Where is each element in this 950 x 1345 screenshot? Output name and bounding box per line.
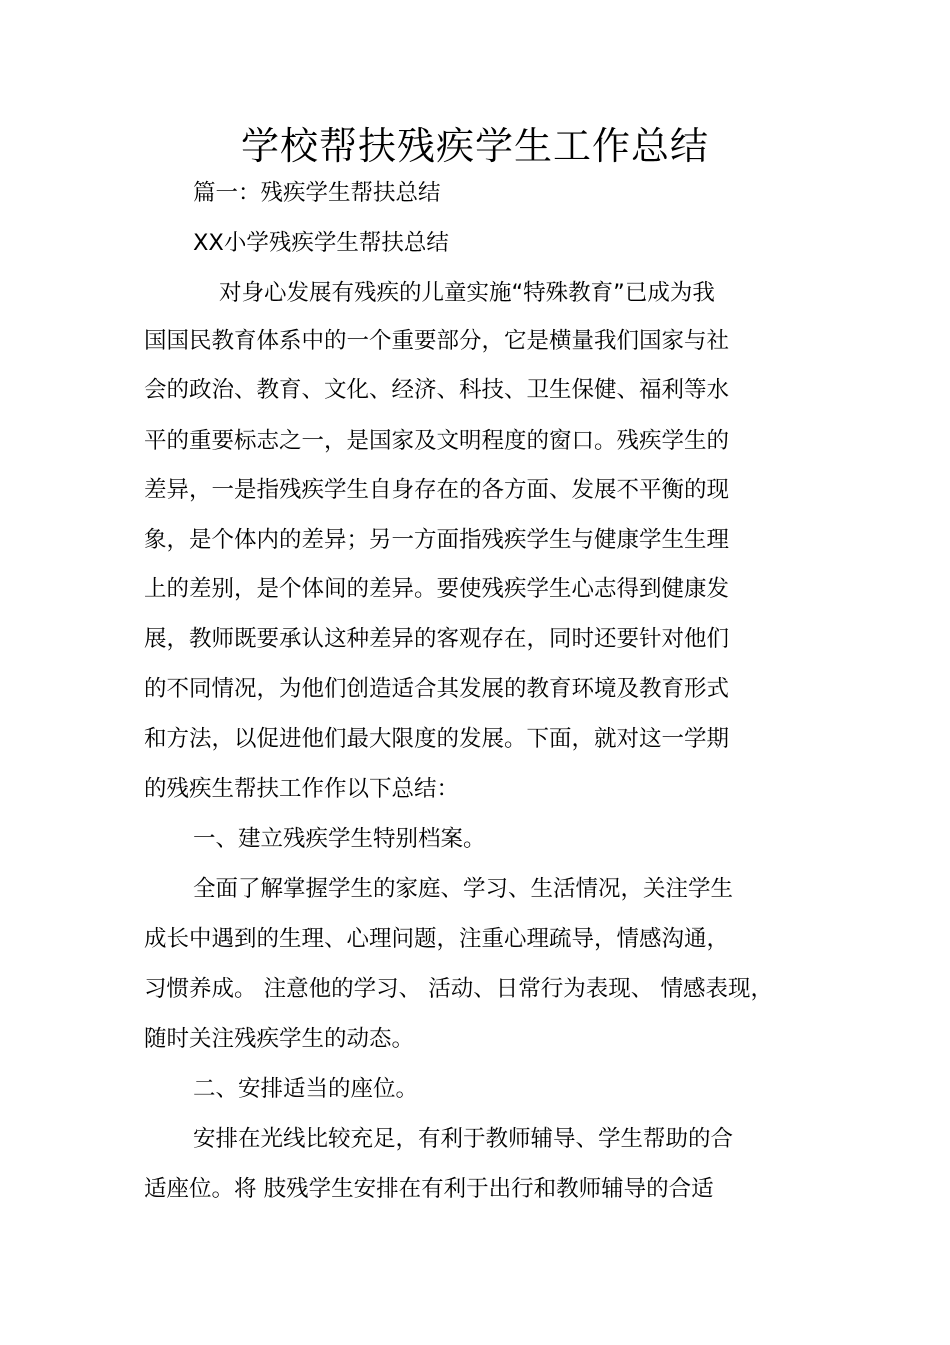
paragraph-line: 上的差别，是个体间的差异。要使残疾学生心志得到健康发 [144,576,730,602]
paragraph-line: 的不同情况，为他们创造适合其发展的教育环境及教育形式 [144,676,730,702]
section-heading-2: 二、安排适当的座位。 [193,1076,419,1102]
paragraph-line: 对身心发展有残疾的儿童实施“特殊教育”已成为我 [219,280,715,306]
school-heading: XX小学残疾学生帮扶总结 [193,230,449,256]
paragraph-line: 会的政治、教育、文化、经济、科技、卫生保健、福利等水 [144,377,730,403]
paragraph-line: 平的重要标志之一，是国家及文明程度的窗口。残疾学生的 [144,428,730,454]
paragraph-line: 成长中遇到的生理、心理问题，注重心理疏导，情感沟通， [144,926,730,952]
paragraph-line: 差异，一是指残疾学生自身存在的各方面、发展不平衡的现 [144,477,730,503]
paragraph-line: 全面了解掌握学生的家庭、学习、生活情况，关注学生 [193,876,734,902]
paragraph-line: 的残疾生帮扶工作作以下总结： [144,776,460,802]
paragraph-line: 和方法，以促进他们最大限度的发展。下面，就对这一学期 [144,726,730,752]
paragraph-line: 随时关注残疾学生的动态。 [144,1026,415,1052]
paragraph-line: 适座位。将 肢残学生安排在有利于出行和教师辅导的合适 [144,1176,714,1202]
paragraph-line: 象，是个体内的差异；另一方面指残疾学生与健康学生生理 [144,527,730,553]
paragraph-line: 展，教师既要承认这种差异的客观存在，同时还要针对他们 [144,626,730,652]
paragraph-line: 安排在光线比较充足，有利于教师辅导、学生帮助的合 [193,1126,734,1152]
document-title: 学校帮扶残疾学生工作总结 [240,124,709,168]
section-heading-1: 一、建立残疾学生特别档案。 [193,826,486,852]
paragraph-line: 国国民教育体系中的一个重要部分，它是横量我们国家与社 [144,328,730,354]
paragraph-line: 习惯养成。 注意他的学习、 活动、日常行为表现、 情感表现， [144,976,773,1002]
subtitle-line: 篇一：残疾学生帮扶总结 [193,180,441,206]
